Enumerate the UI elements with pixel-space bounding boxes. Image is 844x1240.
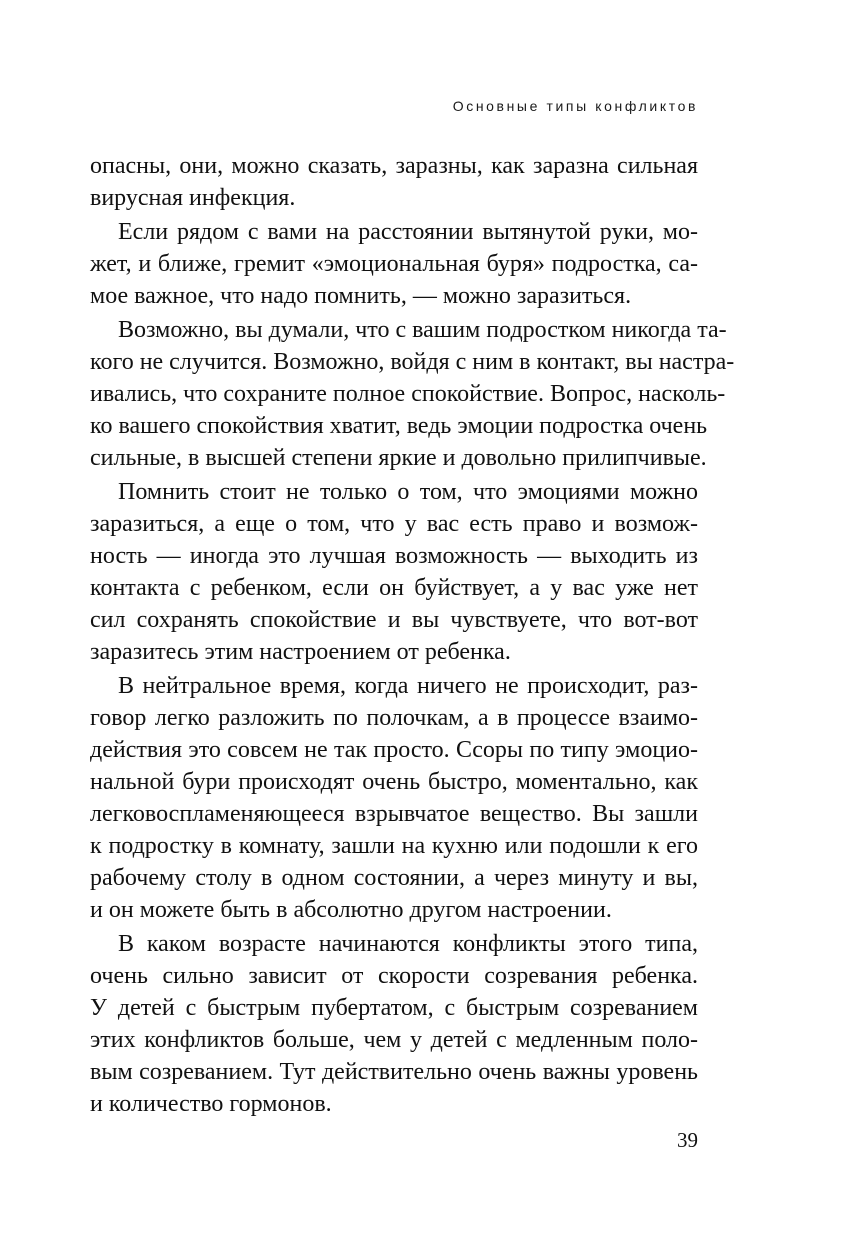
text-line: кого не случится. Возможно, войдя с ним в контакт, вы настра-: [90, 349, 735, 375]
paragraph: [90, 314, 735, 474]
text-line: ивались, что сохраните полное спокойствие. Вопрос, насколь-: [90, 381, 726, 407]
text-line: У детей с быстрым пубертатом, с быстрым созреванием: [90, 995, 698, 1021]
text-line: легковоспламеняющееся взрывчатое вещество. Вы зашли: [90, 801, 698, 827]
text-line: опасны, они, можно сказать, заразны, как заразна сильная: [90, 153, 698, 179]
text-line: контакта с ребенком, если он буйствует, а у вас уже нет: [90, 575, 698, 601]
paragraph: [90, 928, 698, 1120]
text-line: ко вашего спокойствия хватит, ведь эмоции подростка очень: [90, 413, 708, 439]
text-line: ность — иногда это лучшая возможность — выходить из: [90, 543, 698, 569]
paragraph: [90, 216, 698, 312]
paragraph: [90, 670, 698, 926]
text-line: рабочему столу в одном состоянии, а через минуту и вы,: [90, 865, 698, 891]
text-line: и количество гормонов.: [90, 1091, 332, 1117]
text-line: очень сильно зависит от скорости созревания ребенка.: [90, 963, 698, 989]
text-line: В каком возрасте начинаются конфликты этого типа,: [118, 931, 698, 957]
text-line: к подростку в комнату, зашли на кухню или подошли к его: [90, 833, 698, 859]
page-number: 39: [677, 1128, 698, 1152]
paragraph: [90, 476, 698, 668]
text-line: Помнить стоит не только о том, что эмоциями можно: [118, 479, 698, 505]
running-head: Основные типы конфликтов: [452, 98, 698, 114]
text-line: В нейтральное время, когда ничего не происходит, раз-: [118, 673, 698, 699]
text-line: действия это совсем не так просто. Ссоры по типу эмоцио-: [90, 737, 698, 763]
text-line: этих конфликтов больше, чем у детей с медленным поло-: [90, 1027, 698, 1053]
text-line: Возможно, вы думали, что с вашим подростком никогда та-: [118, 317, 727, 343]
text-line: мое важное, что надо помнить, — можно заразиться.: [90, 283, 632, 309]
text-line: говор легко разложить по полочкам, а в процессе взаимо-: [90, 705, 698, 731]
text-line: заразитесь этим настроением от ребенка.: [90, 639, 511, 665]
body-text: [90, 150, 735, 1120]
text-line: вым созреванием. Тут действительно очень важны уровень: [90, 1059, 698, 1085]
text-line: нальной бури происходят очень быстро, моментально, как: [90, 769, 698, 795]
text-line: сил сохранять спокойствие и вы чувствуете, что вот-вот: [90, 607, 698, 633]
text-line: заразиться, а еще о том, что у вас есть право и возмож-: [90, 511, 698, 537]
text-line: сильные, в высшей степени яркие и довольно прилипчивые.: [90, 445, 707, 471]
paragraph: [90, 150, 698, 214]
text-line: и он можете быть в абсолютно другом настроении.: [90, 897, 612, 923]
text-line: жет, и ближе, гремит «эмоциональная буря» подростка, са-: [90, 251, 698, 277]
text-line: Если рядом с вами на расстоянии вытянутой руки, мо-: [118, 219, 698, 245]
text-line: вирусная инфекция.: [90, 185, 296, 211]
